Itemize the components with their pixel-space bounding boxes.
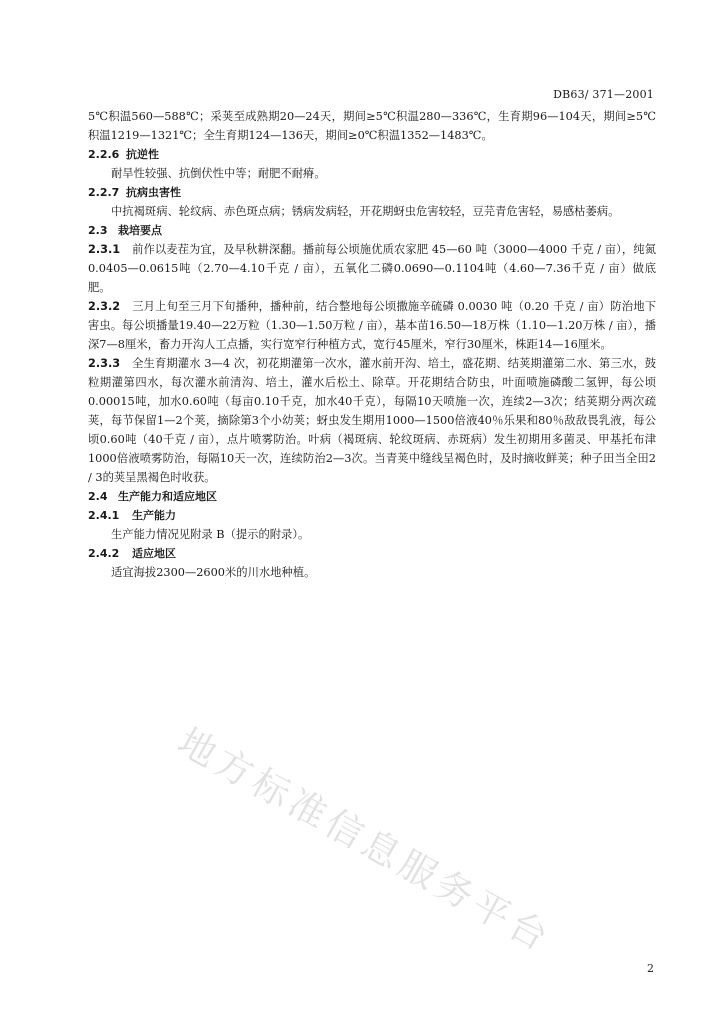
- section-number: 2.3: [88, 224, 108, 237]
- section-number: 2.2.7: [88, 186, 120, 199]
- section-title: 抗病虫害性: [126, 186, 181, 199]
- section-title: 生产能力: [132, 509, 176, 522]
- paragraph-text: 全生育期灌水 3—4 次，初花期灌第一次水，灌水前开沟、培土，盛花期、结荚期灌第二水、第三水，鼓粒期灌第四水，每次灌水前清沟、培土，灌水后松土、除草。开花期结合防虫，叶面喷施磷酸二氢钾，每公顷0.00015吨，加水0.60吨（每亩0.10千克，加水40千克），每隔10天喷施一次，连续2—3次；结荚期分两次疏荚，每节保留1—2个荚，摘除第3个小幼荚；蚜虫发生期用1000—1500倍液40％乐果和80％敌敌畏乳液，每公顷0.60吨（40千克 / 亩），点片喷雾防治。叶病（褐斑病、轮纹斑病、赤斑病）发生初期用多菌灵、甲基托布津1000倍液喷雾防治，每隔10天一次，连续防治2—3次。当青荚中缝线呈褐色时，及时摘收鲜荚；种子田当全田2 / 3的荚呈黑褐色时收获。: [88, 357, 656, 484]
- heading-2-2-7: [88, 183, 656, 202]
- section-number: 2.3.2: [88, 300, 121, 313]
- heading-2-2-6: [88, 145, 656, 164]
- section-title: 适应地区: [132, 547, 176, 560]
- paragraph-2-3-2: [88, 297, 656, 354]
- section-title: 生产能力和适应地区: [118, 490, 217, 503]
- section-number: 2.3.3: [88, 357, 121, 370]
- section-title: 抗逆性: [126, 148, 159, 161]
- document-body: [88, 107, 656, 582]
- paragraph-2-3-3: [88, 354, 656, 487]
- paragraph-2-3-1: [88, 240, 656, 297]
- paragraph-2-2-6: 耐旱性较强、抗倒伏性中等；耐肥不耐瘠。: [111, 167, 326, 180]
- paragraph-text: 三月上旬至三月下旬播种，播种前，结合整地每公顷撒施辛硫磷 0.0030 吨（0.20 千克 / 亩）防治地下害虫。每公顷播量19.40—22万粒（1.30—1.50万粒 / 亩），基本苗16.50—18万株（1.10—1.20万株 / 亩），播深7—8厘米，畜力开沟人工点播，实行宽窄行种植方式，宽行45厘米，窄行30厘米，株距14—16厘米。: [88, 300, 656, 351]
- page-number: 2: [647, 962, 654, 975]
- heading-2-4-1: [88, 506, 656, 525]
- watermark-text: 地方标准信息服务平台: [170, 719, 559, 962]
- section-number: 2.4.2: [88, 547, 120, 560]
- paragraph-2-4-1: 生产能力情况见附录 B（提示的附录）。: [111, 528, 310, 541]
- section-number: 2.3.1: [88, 243, 121, 256]
- heading-2-3: [88, 221, 656, 240]
- section-title: 栽培要点: [118, 224, 162, 237]
- section-number: 2.2.6: [88, 148, 120, 161]
- section-number: 2.4: [88, 490, 108, 503]
- paragraph-2-4-2: 适宜海拔2300—2600米的川水地种植。: [111, 566, 316, 579]
- heading-2-4-2: [88, 544, 656, 563]
- section-number: 2.4.1: [88, 509, 120, 522]
- standard-code: DB63/ 371—2001: [553, 88, 654, 101]
- paragraph-2-2-7: 中抗褐斑病、轮纹病、赤色斑点病；锈病发病轻，开花期蚜虫危害较轻，豆芫青危害轻，易感枯萎病。: [111, 205, 620, 218]
- continued-paragraph: 5℃积温560—588℃；采荚至成熟期20—24天，期间≥5℃积温280—336℃，生育期96—104天，期间≥5℃积温1219—1321℃；全生育期124—136天，期间≥0℃积温1352—1483℃。: [88, 110, 656, 142]
- heading-2-4: [88, 487, 656, 506]
- paragraph-text: 前作以麦茬为宜，及早秋耕深翻。播前每公顷施优质农家肥 45—60 吨（3000—4000 千克 / 亩），纯氮0.0405—0.0615吨（2.70—4.10千克 / 亩），五氧化二磷0.0690—0.1104吨（4.60—7.36千克 / 亩）做底肥。: [88, 243, 656, 294]
